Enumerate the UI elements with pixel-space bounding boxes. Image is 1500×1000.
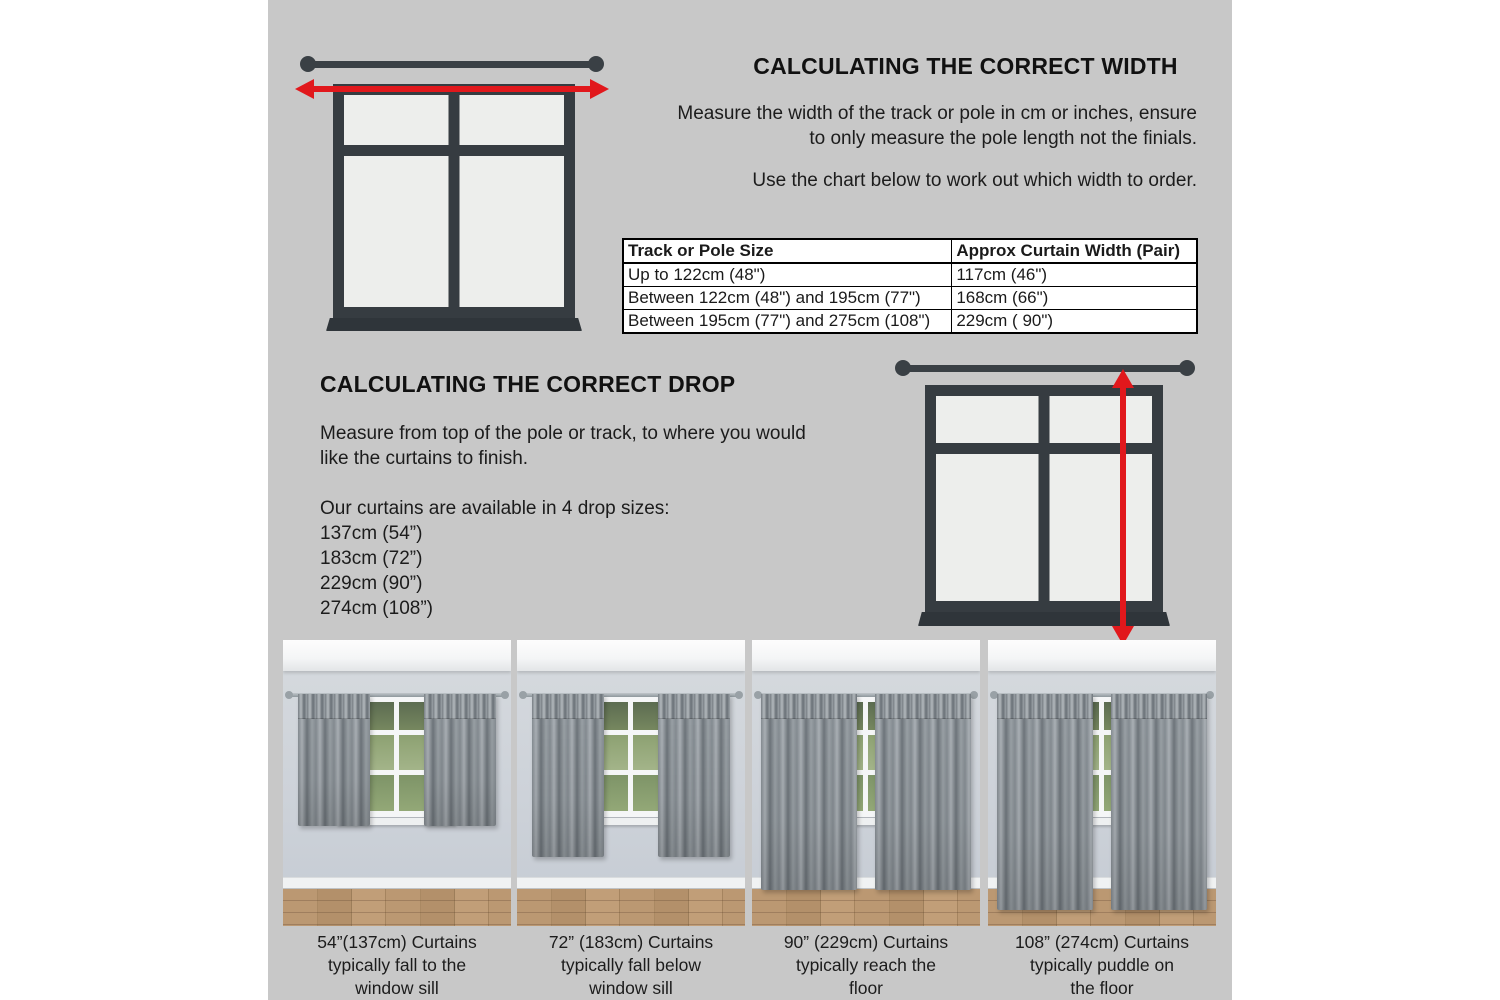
- drop-measure-arrow: [1110, 369, 1136, 645]
- curtain-example-photo-floor: [752, 640, 980, 926]
- caption-line: typically puddle on: [1030, 955, 1174, 975]
- arrow-head-up-icon: [1112, 369, 1134, 388]
- pole-finial-right: [1179, 360, 1195, 376]
- width-section-title: CALCULATING THE CORRECT WIDTH: [753, 53, 1178, 79]
- arrow-shaft: [309, 86, 595, 92]
- window-sill: [326, 318, 582, 331]
- wood-floor: [517, 889, 745, 926]
- table-header-track: Track or Pole Size: [623, 239, 952, 263]
- curtain-panel-left: [298, 694, 370, 826]
- width-measure-arrow: [295, 79, 609, 99]
- curtain-example-photo-below-sill: [517, 640, 745, 926]
- table-row: [623, 287, 1197, 310]
- drop-instructions-line-2: like the curtains to finish.: [320, 448, 529, 469]
- wood-floor: [752, 889, 980, 926]
- curtain-pole: [306, 61, 598, 68]
- caption-line: the floor: [1070, 978, 1134, 998]
- table-cell-track-size: Between 122cm (48") and 195cm (77"): [623, 287, 952, 310]
- caption-line: 54”(137cm) Curtains: [317, 932, 477, 952]
- pole-finial-left: [300, 56, 316, 72]
- arrow-head-left-icon: [295, 79, 314, 99]
- caption-line: window sill: [589, 978, 673, 998]
- caption-line: typically fall to the: [327, 955, 467, 975]
- curtain-example-photo-sill: [283, 640, 511, 926]
- curtain-panel-right: [424, 694, 496, 826]
- drop-section-title: CALCULATING THE CORRECT DROP: [320, 371, 736, 397]
- table-row: [623, 310, 1197, 334]
- drop-size-option: 137cm (54”): [320, 523, 423, 544]
- skirting-board: [283, 877, 511, 888]
- drop-sizes-intro: Our curtains are available in 4 drop sizes:: [320, 498, 670, 519]
- example-caption-below-sill: [517, 931, 745, 1000]
- drop-size-option: 229cm (90”): [320, 573, 423, 594]
- table-cell-curtain-width: 168cm (66"): [952, 287, 1197, 310]
- drop-instructions-line-1: Measure from top of the pole or track, to where you would: [320, 423, 806, 444]
- size-table: [622, 238, 1198, 334]
- cornice: [988, 640, 1216, 671]
- example-caption-puddle: [988, 931, 1216, 1000]
- width-instructions-line-2: to only measure the pole length not the finials.: [809, 128, 1197, 149]
- caption-line: typically fall below: [560, 955, 702, 975]
- wood-floor: [283, 889, 511, 926]
- caption-line: 108” (274cm) Curtains: [1014, 932, 1190, 952]
- pole-finial-right: [588, 56, 604, 72]
- table-cell-track-size: Up to 122cm (48"): [623, 263, 952, 287]
- table-row: [623, 263, 1197, 287]
- curtain-panel-right: [658, 694, 730, 857]
- example-caption-sill: [283, 931, 511, 1000]
- cornice: [517, 640, 745, 671]
- cornice: [283, 640, 511, 671]
- window-mullion-vertical: [449, 95, 460, 307]
- curtain-panel-left: [761, 694, 857, 890]
- table-header-row: [623, 239, 1197, 263]
- window-frame: [333, 84, 575, 318]
- drop-size-option: 274cm (108”): [320, 598, 433, 619]
- curtain-pole: [901, 365, 1189, 372]
- window-mullion-vertical: [1039, 396, 1050, 601]
- arrow-head-right-icon: [590, 79, 609, 99]
- table-cell-curtain-width: 117cm (46"): [952, 263, 1197, 287]
- arrow-shaft: [1120, 383, 1126, 631]
- table-cell-track-size: Between 195cm (77") and 275cm (108"): [623, 310, 952, 334]
- pole-finial-left: [895, 360, 911, 376]
- curtain-example-photo-puddle: [988, 640, 1216, 926]
- curtain-panel-right: [875, 694, 971, 890]
- curtain-panel-left: [532, 694, 604, 857]
- caption-line: window sill: [355, 978, 439, 998]
- caption-line: 90” (229cm) Curtains: [783, 932, 949, 952]
- table-header-width: Approx Curtain Width (Pair): [952, 239, 1197, 263]
- width-chart-hint: Use the chart below to work out which width to order.: [752, 170, 1197, 191]
- cornice: [752, 640, 980, 671]
- caption-line: floor: [848, 978, 884, 998]
- drop-size-option: 183cm (72”): [320, 548, 423, 569]
- curtain-panel-right: [1111, 694, 1207, 910]
- curtain-panel-left: [997, 694, 1093, 910]
- caption-line: 72” (183cm) Curtains: [548, 932, 714, 952]
- window-rail-horizontal: [344, 145, 564, 156]
- skirting-board: [517, 877, 745, 888]
- width-instructions-line-1: Measure the width of the track or pole in cm or inches, ensure: [677, 103, 1197, 124]
- caption-line: typically reach the: [795, 955, 937, 975]
- example-caption-floor: [752, 931, 980, 1000]
- table-cell-curtain-width: 229cm ( 90"): [952, 310, 1197, 334]
